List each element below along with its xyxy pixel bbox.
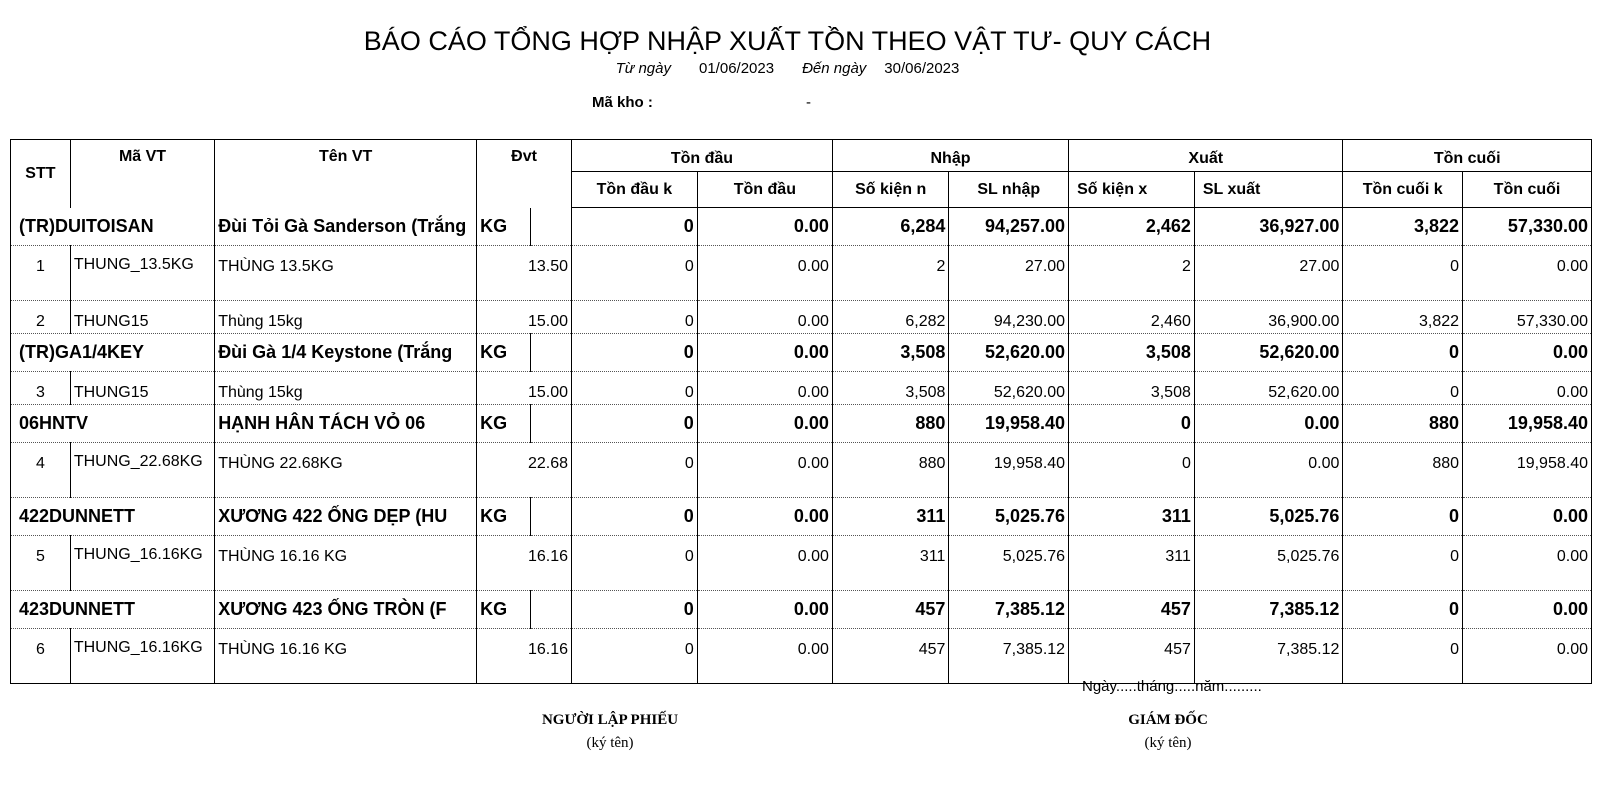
warehouse-label: Mã kho : bbox=[592, 94, 653, 111]
item-name: THÙNG 13.5KG bbox=[215, 246, 477, 301]
group-closing-qty: 57,330.00 bbox=[1463, 208, 1592, 246]
header-closing-k: Tồn cuối k bbox=[1343, 172, 1463, 208]
preparer-sign-note: (ký tên) bbox=[586, 735, 634, 751]
item-receipt-k: 6,282 bbox=[832, 301, 949, 334]
group-row bbox=[11, 334, 1592, 372]
group-opening-qty: 0.00 bbox=[697, 208, 832, 246]
group-closing-qty: 19,958.40 bbox=[1463, 405, 1592, 443]
from-label: Từ ngày bbox=[615, 60, 671, 77]
group-code: 06HNTV bbox=[11, 405, 215, 443]
group-name: HẠNH HÂN TÁCH VỎ 06 bbox=[215, 405, 477, 443]
item-closing-k: 0 bbox=[1343, 372, 1463, 405]
item-receipt-qty: 52,620.00 bbox=[949, 372, 1069, 405]
item-closing-qty: 57,330.00 bbox=[1463, 301, 1592, 334]
item-row bbox=[11, 536, 1592, 591]
group-issue-k: 2,462 bbox=[1069, 208, 1195, 246]
item-issue-qty: 52,620.00 bbox=[1194, 372, 1343, 405]
item-issue-k: 3,508 bbox=[1069, 372, 1195, 405]
header-issue-qty: SL xuất bbox=[1194, 172, 1343, 208]
group-name: XƯƠNG 423 ỐNG TRÒN (F bbox=[215, 591, 477, 629]
header-opening: Tồn đầu bbox=[572, 140, 833, 172]
group-unit: KG bbox=[477, 334, 531, 372]
item-code: THUNG_16.16KG bbox=[70, 536, 214, 591]
item-spec: 16.16 bbox=[477, 629, 572, 684]
item-name: Thùng 15kg bbox=[215, 301, 477, 334]
group-name: Đùi Tỏi Gà Sanderson (Trắng bbox=[215, 208, 477, 246]
group-issue-qty: 7,385.12 bbox=[1194, 591, 1343, 629]
item-issue-k: 311 bbox=[1069, 536, 1195, 591]
item-row bbox=[11, 372, 1592, 405]
item-closing-qty: 0.00 bbox=[1463, 536, 1592, 591]
group-row bbox=[11, 208, 1592, 246]
header-closing: Tồn cuối bbox=[1343, 140, 1592, 172]
group-opening-k: 0 bbox=[572, 208, 698, 246]
group-unit: KG bbox=[477, 208, 531, 246]
group-issue-k: 3,508 bbox=[1069, 334, 1195, 372]
group-opening-qty: 0.00 bbox=[697, 498, 832, 536]
group-receipt-k: 880 bbox=[832, 405, 949, 443]
group-receipt-k: 6,284 bbox=[832, 208, 949, 246]
group-closing-k: 0 bbox=[1343, 591, 1463, 629]
group-receipt-qty: 52,620.00 bbox=[949, 334, 1069, 372]
group-name: XƯƠNG 422 ỐNG DẸP (HU bbox=[215, 498, 477, 536]
item-issue-qty: 7,385.12 bbox=[1194, 629, 1343, 684]
group-issue-qty: 52,620.00 bbox=[1194, 334, 1343, 372]
group-issue-qty: 0.00 bbox=[1194, 405, 1343, 443]
item-receipt-qty: 27.00 bbox=[949, 246, 1069, 301]
group-spec-blank bbox=[530, 334, 571, 372]
item-stt: 1 bbox=[11, 246, 71, 301]
group-receipt-qty: 19,958.40 bbox=[949, 405, 1069, 443]
item-spec: 15.00 bbox=[477, 301, 572, 334]
group-opening-k: 0 bbox=[572, 405, 698, 443]
group-row bbox=[11, 498, 1592, 536]
footer-date-line: Ngày.....tháng.....năm......... bbox=[1082, 678, 1262, 695]
group-code: (TR)GA1/4KEY bbox=[11, 334, 215, 372]
group-code: 422DUNNETT bbox=[11, 498, 215, 536]
item-issue-k: 2 bbox=[1069, 246, 1195, 301]
item-stt: 4 bbox=[11, 443, 71, 498]
header-issue-k: Số kiện x bbox=[1069, 172, 1195, 208]
group-issue-qty: 5,025.76 bbox=[1194, 498, 1343, 536]
group-receipt-qty: 7,385.12 bbox=[949, 591, 1069, 629]
director-sign-note: (ký tên) bbox=[1144, 735, 1192, 751]
group-closing-qty: 0.00 bbox=[1463, 334, 1592, 372]
item-row bbox=[11, 301, 1592, 334]
item-receipt-k: 3,508 bbox=[832, 372, 949, 405]
item-name: THÙNG 16.16 KG bbox=[215, 629, 477, 684]
report-period bbox=[0, 60, 1575, 77]
item-code: THUNG15 bbox=[70, 301, 214, 334]
item-row bbox=[11, 246, 1592, 301]
header-opening-qty: Tồn đầu bbox=[697, 172, 832, 208]
group-opening-k: 0 bbox=[572, 498, 698, 536]
item-opening-qty: 0.00 bbox=[697, 301, 832, 334]
item-receipt-qty: 5,025.76 bbox=[949, 536, 1069, 591]
item-spec: 22.68 bbox=[477, 443, 572, 498]
header-issue: Xuất bbox=[1069, 140, 1343, 172]
item-row bbox=[11, 443, 1592, 498]
group-closing-k: 3,822 bbox=[1343, 208, 1463, 246]
item-issue-qty: 27.00 bbox=[1194, 246, 1343, 301]
item-receipt-k: 311 bbox=[832, 536, 949, 591]
header-receipt-k: Số kiện n bbox=[832, 172, 949, 208]
header-stt: STT bbox=[11, 140, 71, 208]
item-receipt-qty: 7,385.12 bbox=[949, 629, 1069, 684]
item-stt: 5 bbox=[11, 536, 71, 591]
warehouse-value: - bbox=[806, 94, 811, 111]
group-issue-qty: 36,927.00 bbox=[1194, 208, 1343, 246]
header-unit: Đvt bbox=[477, 140, 572, 208]
item-issue-k: 2,460 bbox=[1069, 301, 1195, 334]
item-issue-qty: 0.00 bbox=[1194, 443, 1343, 498]
group-closing-k: 0 bbox=[1343, 334, 1463, 372]
item-receipt-k: 457 bbox=[832, 629, 949, 684]
group-closing-qty: 0.00 bbox=[1463, 498, 1592, 536]
item-row bbox=[11, 629, 1592, 684]
group-opening-qty: 0.00 bbox=[697, 334, 832, 372]
item-closing-qty: 0.00 bbox=[1463, 246, 1592, 301]
item-spec: 15.00 bbox=[477, 372, 572, 405]
item-opening-k: 0 bbox=[572, 536, 698, 591]
item-opening-k: 0 bbox=[572, 372, 698, 405]
header-name: Tên VT bbox=[215, 140, 477, 208]
to-label: Đến ngày bbox=[802, 60, 867, 77]
group-spec-blank bbox=[530, 498, 571, 536]
item-issue-k: 457 bbox=[1069, 629, 1195, 684]
group-code: (TR)DUITOISAN bbox=[11, 208, 215, 246]
header-code: Mã VT bbox=[70, 140, 214, 208]
item-name: THÙNG 22.68KG bbox=[215, 443, 477, 498]
item-closing-k: 3,822 bbox=[1343, 301, 1463, 334]
group-receipt-qty: 94,257.00 bbox=[949, 208, 1069, 246]
group-spec-blank bbox=[530, 405, 571, 443]
group-opening-qty: 0.00 bbox=[697, 591, 832, 629]
item-opening-qty: 0.00 bbox=[697, 443, 832, 498]
to-date: 30/06/2023 bbox=[884, 60, 960, 77]
group-row bbox=[11, 405, 1592, 443]
group-opening-k: 0 bbox=[572, 591, 698, 629]
item-code: THUNG_22.68KG bbox=[70, 443, 214, 498]
report-title: BÁO CÁO TỔNG HỢP NHẬP XUẤT TỒN THEO VẬT TƯ- QUY CÁCH bbox=[363, 26, 1212, 56]
header-receipt-qty: SL nhập bbox=[949, 172, 1069, 208]
item-name: THÙNG 16.16 KG bbox=[215, 536, 477, 591]
item-closing-qty: 0.00 bbox=[1463, 629, 1592, 684]
group-issue-k: 457 bbox=[1069, 591, 1195, 629]
item-name: Thùng 15kg bbox=[215, 372, 477, 405]
item-spec: 13.50 bbox=[477, 246, 572, 301]
item-closing-qty: 19,958.40 bbox=[1463, 443, 1592, 498]
item-issue-k: 0 bbox=[1069, 443, 1195, 498]
group-unit: KG bbox=[477, 405, 531, 443]
header-opening-k: Tồn đầu k bbox=[572, 172, 698, 208]
item-receipt-k: 880 bbox=[832, 443, 949, 498]
group-receipt-qty: 5,025.76 bbox=[949, 498, 1069, 536]
group-issue-k: 311 bbox=[1069, 498, 1195, 536]
group-closing-k: 880 bbox=[1343, 405, 1463, 443]
item-opening-qty: 0.00 bbox=[697, 629, 832, 684]
table-body bbox=[11, 208, 1592, 684]
group-opening-qty: 0.00 bbox=[697, 405, 832, 443]
group-closing-qty: 0.00 bbox=[1463, 591, 1592, 629]
item-code: THUNG15 bbox=[70, 372, 214, 405]
preparer-title: NGƯỜI LẬP PHIẾU bbox=[541, 712, 679, 728]
item-opening-k: 0 bbox=[572, 629, 698, 684]
item-opening-k: 0 bbox=[572, 301, 698, 334]
item-opening-qty: 0.00 bbox=[697, 246, 832, 301]
group-name: Đùi Gà 1/4 Keystone (Trắng bbox=[215, 334, 477, 372]
item-closing-k: 0 bbox=[1343, 536, 1463, 591]
item-code: THUNG_16.16KG bbox=[70, 629, 214, 684]
item-code: THUNG_13.5KG bbox=[70, 246, 214, 301]
header-receipt: Nhập bbox=[832, 140, 1068, 172]
group-closing-k: 0 bbox=[1343, 498, 1463, 536]
group-receipt-k: 3,508 bbox=[832, 334, 949, 372]
item-closing-qty: 0.00 bbox=[1463, 372, 1592, 405]
item-opening-qty: 0.00 bbox=[697, 536, 832, 591]
item-receipt-qty: 94,230.00 bbox=[949, 301, 1069, 334]
item-stt: 2 bbox=[11, 301, 71, 334]
item-stt: 3 bbox=[11, 372, 71, 405]
item-opening-k: 0 bbox=[572, 246, 698, 301]
item-issue-qty: 36,900.00 bbox=[1194, 301, 1343, 334]
group-receipt-k: 311 bbox=[832, 498, 949, 536]
item-spec: 16.16 bbox=[477, 536, 572, 591]
item-closing-k: 880 bbox=[1343, 443, 1463, 498]
group-opening-k: 0 bbox=[572, 334, 698, 372]
group-spec-blank bbox=[530, 208, 571, 246]
item-closing-k: 0 bbox=[1343, 629, 1463, 684]
group-issue-k: 0 bbox=[1069, 405, 1195, 443]
item-receipt-k: 2 bbox=[832, 246, 949, 301]
group-row bbox=[11, 591, 1592, 629]
item-closing-k: 0 bbox=[1343, 246, 1463, 301]
header-closing-qty: Tồn cuối bbox=[1463, 172, 1592, 208]
group-unit: KG bbox=[477, 498, 531, 536]
item-opening-k: 0 bbox=[572, 443, 698, 498]
from-date: 01/06/2023 bbox=[699, 60, 775, 77]
group-receipt-k: 457 bbox=[832, 591, 949, 629]
item-opening-qty: 0.00 bbox=[697, 372, 832, 405]
director-title: GIÁM ĐỐC bbox=[1128, 712, 1208, 728]
inventory-table bbox=[10, 139, 1592, 684]
item-receipt-qty: 19,958.40 bbox=[949, 443, 1069, 498]
group-unit: KG bbox=[477, 591, 531, 629]
group-spec-blank bbox=[530, 591, 571, 629]
item-issue-qty: 5,025.76 bbox=[1194, 536, 1343, 591]
item-stt: 6 bbox=[11, 629, 71, 684]
group-code: 423DUNNETT bbox=[11, 591, 215, 629]
